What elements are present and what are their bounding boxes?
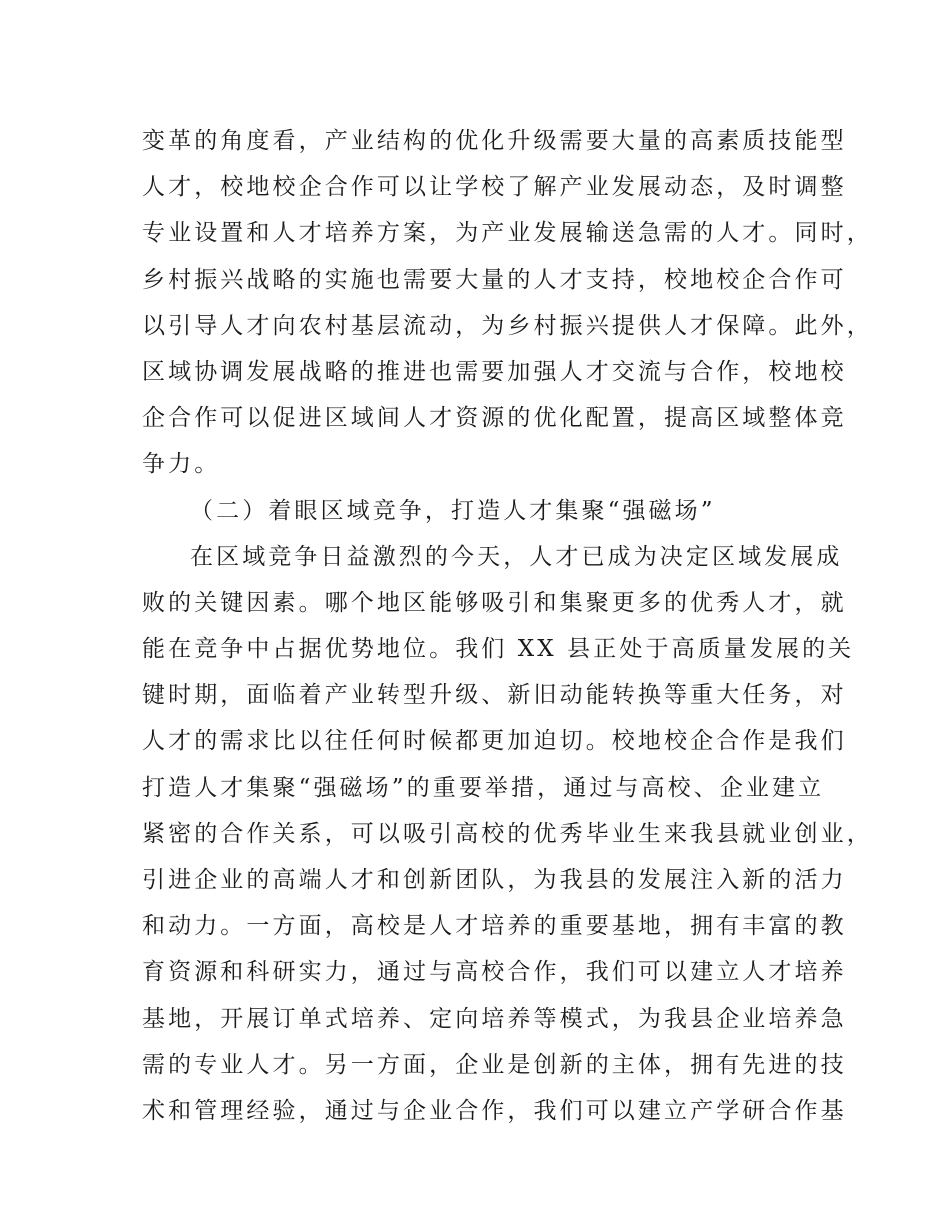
paragraph-line: 紧密的合作关系，可以吸引高校的优秀毕业生来我县就业创业， [142,820,873,847]
paragraph-line: 育资源和科研实力，通过与高校合作，我们可以建立人才培养 [142,959,847,986]
paragraph-line: 基地，开展订单式培养、定向培养等模式，为我县企业培养急 [142,1005,847,1032]
paragraph-line: 引进企业的高端人才和创新团队，为我县的发展注入新的活力 [142,867,847,893]
paragraph-line: 乡村振兴战略的实施也需要大量的人才支持，校地校企合作可 [142,266,847,293]
section-heading: （二）着眼区域竞争，打造人才集聚“强磁场” [190,497,716,524]
paragraph-line: 术和管理经验，通过与企业合作，我们可以建立产学研合作基 [142,1097,847,1124]
paragraph-line: 人才的需求比以往任何时候都更加迫切。校地校企合作是我们 [142,728,847,755]
paragraph-line: 在区域竞争日益激烈的今天，人才已成为决定区域发展成 [190,543,843,570]
paragraph-line: 能在竞争中占据优势地位。我们 XX 县正处于高质量发展的关 [142,636,855,663]
paragraph-line: 人才，校地校企合作可以让学校了解产业发展动态，及时调整 [142,174,847,201]
paragraph-line: 败的关键因素。哪个地区能够吸引和集聚更多的优秀人才，就 [142,589,847,616]
document-body [142,118,873,1134]
paragraph-line: 企合作可以促进区域间人才资源的优化配置，提高区域整体竞 [142,405,847,432]
paragraph-line: 以引导人才向农村基层流动，为乡村振兴提供人才保障。此外， [142,312,873,339]
paragraph-line: 变革的角度看，产业结构的优化升级需要大量的高素质技能型 [142,128,847,154]
paragraph-line: 和动力。一方面，高校是人才培养的重要基地，拥有丰富的教 [142,913,847,940]
paragraph-line: 专业设置和人才培养方案，为产业发展输送急需的人才。同时， [142,220,873,247]
paragraph-line: 打造人才集聚“强磁场”的重要举措，通过与高校、企业建立 [142,774,825,801]
paragraph-line: 需的专业人才。另一方面，企业是创新的主体，拥有先进的技 [142,1051,847,1078]
paragraph-line: 区域协调发展战略的推进也需要加强人才交流与合作，校地校 [142,358,847,385]
paragraph-line: 键时期，面临着产业转型升级、新旧动能转换等重大任务，对 [142,682,847,709]
paragraph-line: 争力。 [142,451,221,478]
